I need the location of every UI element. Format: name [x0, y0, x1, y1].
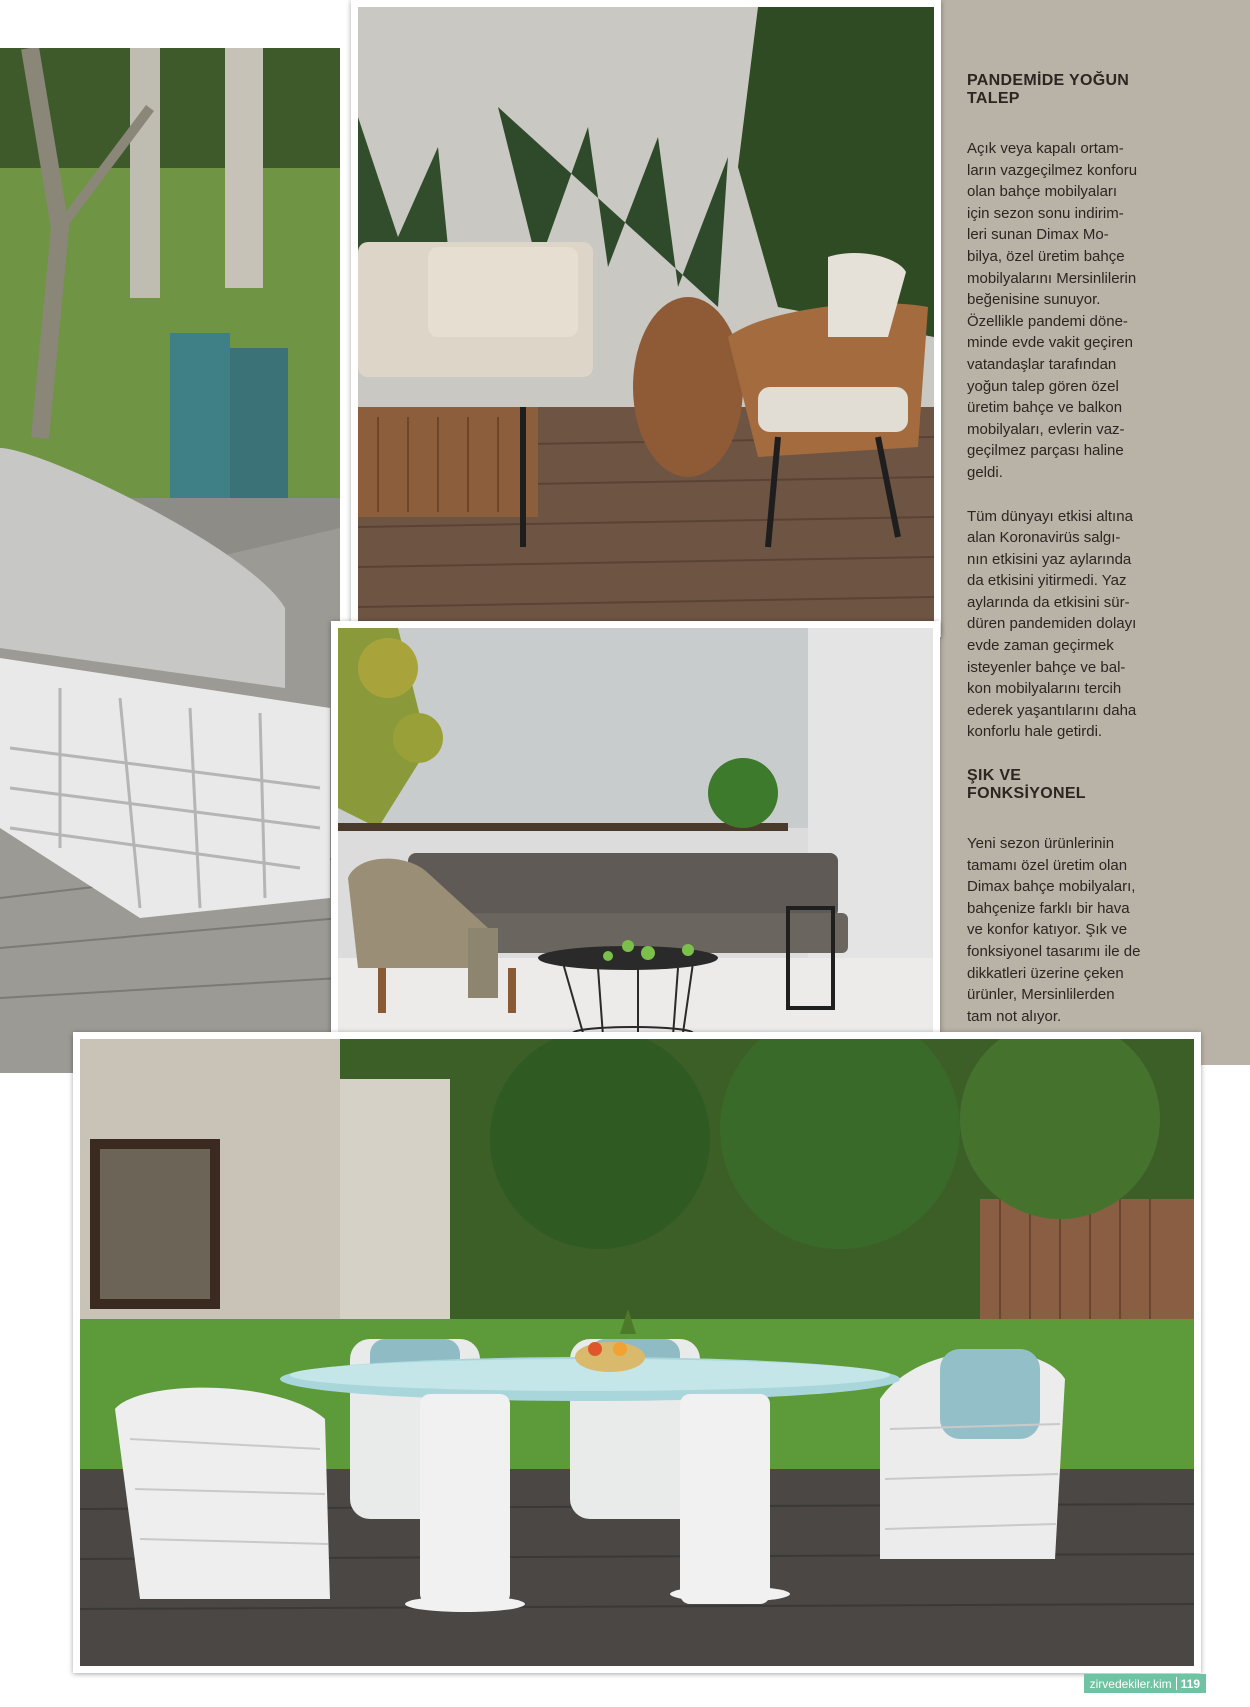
article-text-column	[967, 72, 1167, 1049]
photo-white-wicker-dining-set	[73, 1032, 1201, 1673]
heading-stylish-functional: ŞIK VE FONKSİYONEL	[967, 767, 1086, 803]
footer-separator	[1176, 1677, 1177, 1690]
paragraph-intro: Açık veya kapalı ortam- ların vazgeçilmez konforu olan bahçe mobilyaları için sezon sonu indirim- leri sunan Dimax Mo- bilya, özel üretim bahçe mobilyalarını Mersinlilerin beğenisine sunuyor. Özellikle pandemi döne- minde evde vakit geçiren vatandaşlar tarafından yoğun talep gören özel üretim bahçe ve balkon mobilyaları, evlerin vaz- geçilmez parçası haline geldi.	[967, 140, 1138, 481]
page-number: 119	[1180, 1676, 1200, 1691]
site-name: zirvedekiler.kim	[1089, 1676, 1172, 1691]
photo-grey-sectional-sofa	[331, 621, 940, 1072]
page-footer-badge	[1084, 1674, 1206, 1693]
paragraph-coronavirus: Tüm dünyayı etkisi altına alan Koronavirüs salgı- nın etkisini yaz aylarında da etkisini yitirmedi. Yaz aylarında da etkisini sür- düren pandemiden dolayı evde zaman geçirmek isteyenler bahçe ve bal- kon mobilyalarını tercih ederek yaşantılarını daha konforlu hale getirdi.	[967, 507, 1137, 741]
photo-rope-lounge-set	[351, 0, 941, 637]
heading-pandemic-demand: PANDEMİDE YOĞUN TALEP	[967, 72, 1130, 107]
photo-white-wicker-sofa	[0, 48, 340, 1073]
paragraph-new-season: Yeni sezon ürünlerinin tamamı özel üretim olan Dimax bahçe mobilyaları, bahçenize farklı bir hava ve konfor katıyor. Şık ve fonksiyonel tasarımı ile de dikkatleri üzerine çeken ürünler, Mersinlilerden tam not alıyor.	[967, 835, 1141, 1025]
